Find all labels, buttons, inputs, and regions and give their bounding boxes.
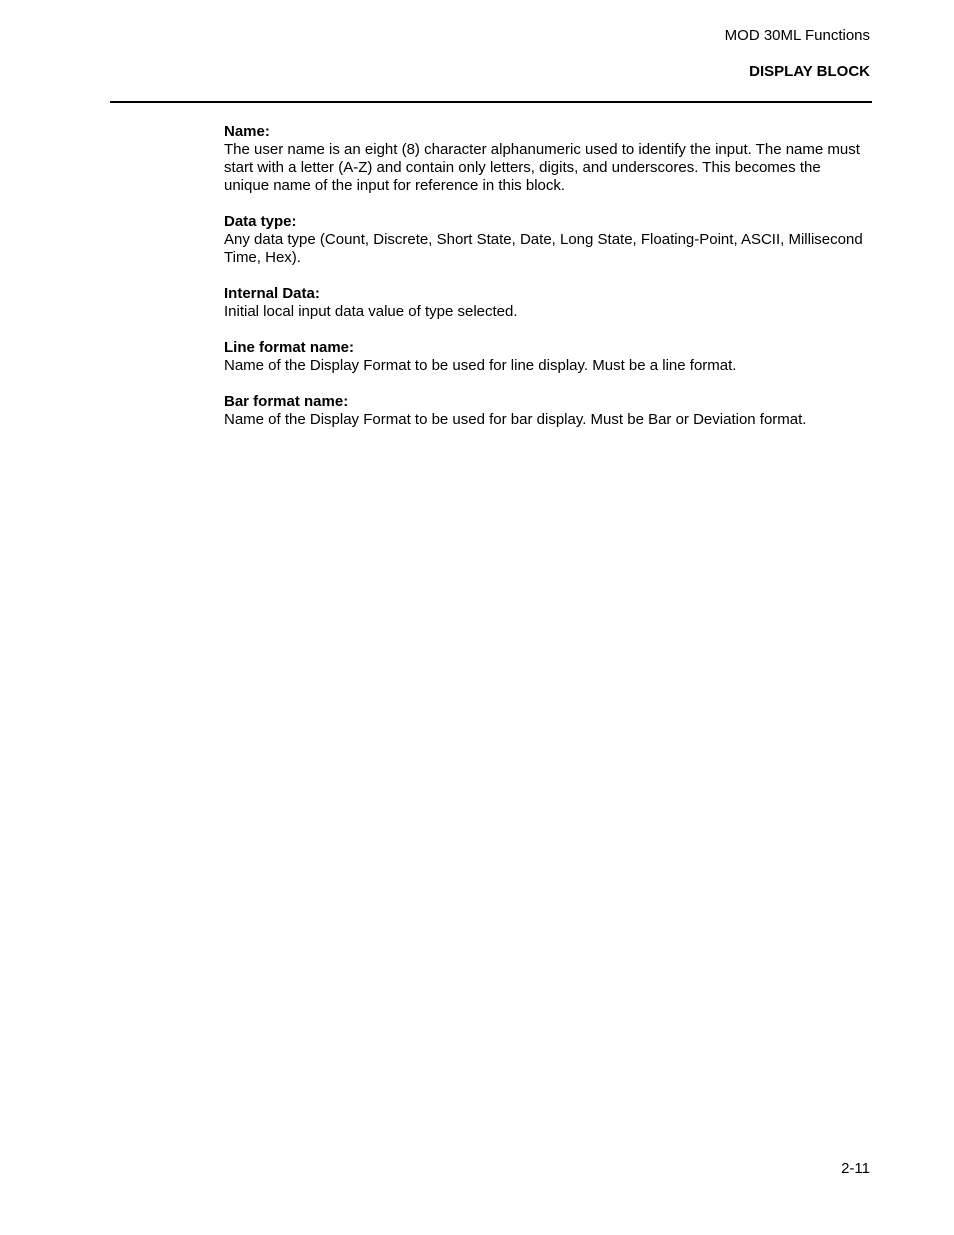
field-name [224,123,864,195]
field-description: Initial local input data value of type selected. [224,303,518,320]
field-label: Data type: [224,213,297,230]
field-label: Bar format name: [224,393,349,410]
field-description: The user name is an eight (8) character alphanumeric used to identify the input. The name must start with a letter (A-Z) and contain only letters, digits, and underscores. This becomes the unique name of the input for reference in this block. [224,141,860,194]
field-internal-data [224,285,864,321]
section-title: DISPLAY BLOCK [749,63,870,80]
field-label: Name: [224,123,270,140]
field-bar-format-name [224,393,864,429]
field-label: Internal Data: [224,285,320,302]
page-number: 2-11 [841,1160,870,1177]
field-description: Any data type (Count, Discrete, Short State, Date, Long State, Floating-Point, ASCII, Millisecond Time, Hex). [224,231,863,266]
header-divider [110,101,872,103]
field-description: Name of the Display Format to be used for line display. Must be a line format. [224,357,737,374]
field-label: Line format name: [224,339,355,356]
field-definitions [224,123,864,447]
field-line-format-name [224,339,864,375]
document-title: MOD 30ML Functions [724,27,870,44]
field-description: Name of the Display Format to be used for bar display. Must be Bar or Deviation format. [224,411,807,428]
field-data-type [224,213,864,267]
